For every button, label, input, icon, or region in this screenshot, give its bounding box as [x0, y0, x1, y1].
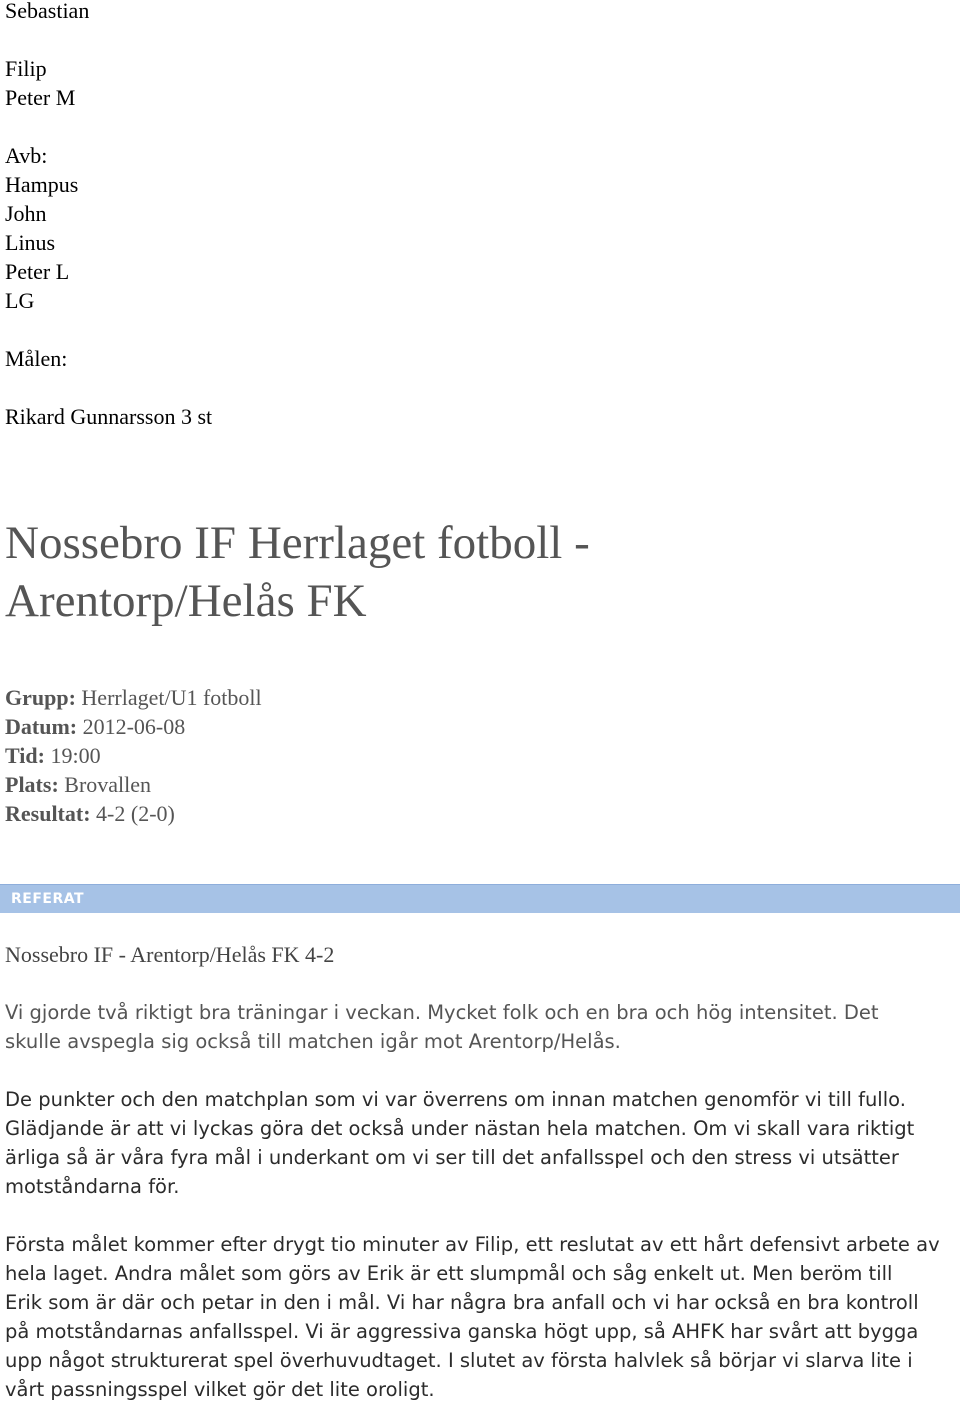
- result-row: [5, 799, 262, 828]
- place-row: [5, 770, 262, 799]
- substitute-name: John: [5, 201, 47, 226]
- report-line: på motståndarnas anfallsspel. Vi är aggressiva ganska högt upp, så AHFK har svårt att bygga: [5, 1320, 919, 1343]
- report-paragraph-1: [5, 998, 960, 1056]
- time-row: [5, 741, 262, 770]
- group-value: Herrlaget/U1 fotboll: [81, 685, 262, 710]
- player-name: Sebastian: [5, 0, 90, 23]
- match-details: [5, 683, 262, 828]
- result-value: 4-2 (2-0): [96, 801, 175, 826]
- report-line: De punkter och den matchplan som vi var överrens om innan matchen genomför vi till fullo.: [5, 1088, 906, 1111]
- player-name: Peter M: [5, 85, 76, 110]
- result-label: Resultat:: [5, 801, 91, 826]
- report-line: upp något strukturerat spel överhuvudtaget. I slutet av första halvlek så börjar vi slarva lite i: [5, 1349, 913, 1372]
- lineup-section: [5, 0, 955, 431]
- substitute-name: Linus: [5, 230, 56, 255]
- substitute-name: Peter L: [5, 259, 70, 284]
- place-value: Brovallen: [64, 772, 152, 797]
- player-name: Filip: [5, 56, 47, 81]
- match-title: [5, 514, 590, 630]
- substitute-name: LG: [5, 288, 35, 313]
- match-title-line-1: Nossebro IF Herrlaget fotboll -: [5, 517, 590, 569]
- referat-section-header: [0, 884, 960, 913]
- group-row: [5, 683, 262, 712]
- report-line: ärliga så är våra fyra mål i underkant om vi ser till det anfallsspel och den stress vi utsätter: [5, 1146, 899, 1169]
- goal-scorer: Rikard Gunnarsson 3 st: [5, 404, 213, 429]
- time-label: Tid:: [5, 743, 45, 768]
- report-line: hela laget. Andra målet som görs av Erik är ett slumpmål och såg enkelt ut. Men beröm till: [5, 1262, 893, 1285]
- date-label: Datum:: [5, 714, 78, 739]
- substitute-name: Hampus: [5, 172, 79, 197]
- report-line: vårt passningsspel vilket gör det lite oroligt.: [5, 1378, 435, 1401]
- time-value: 19:00: [50, 743, 101, 768]
- match-title-line-2: Arentorp/Helås FK: [5, 575, 367, 627]
- report-line: Vi gjorde två riktigt bra träningar i veckan. Mycket folk och en bra och hög intensitet. Det: [5, 1001, 879, 1024]
- date-value: 2012-06-08: [82, 714, 186, 739]
- substitutes-label: Avb:: [5, 143, 48, 168]
- report-headline: Nossebro IF - Arentorp/Helås FK 4-2: [5, 942, 335, 967]
- report-line: skulle avspegla sig också till matchen igår mot Arentorp/Helås.: [5, 1030, 621, 1053]
- report-line: motståndarna för.: [5, 1175, 180, 1198]
- report-line: Första målet kommer efter drygt tio minuter av Filip, ett reslutat av ett hårt defensivt arbete av: [5, 1233, 940, 1256]
- place-label: Plats:: [5, 772, 59, 797]
- referat-label: REFERAT: [11, 891, 85, 907]
- report-line: Glädjande är att vi lyckas göra det också under nästan hela matchen. Om vi skall vara riktigt: [5, 1117, 915, 1140]
- date-row: [5, 712, 262, 741]
- report-line: Erik som är där och petar in den i mål. Vi har några bra anfall och vi har också en bra kontroll: [5, 1291, 919, 1314]
- goals-label: Målen:: [5, 346, 68, 371]
- report-paragraph-3: [5, 1230, 960, 1404]
- report-paragraph-2: [5, 1085, 960, 1201]
- group-label: Grupp:: [5, 685, 76, 710]
- match-report: [5, 940, 960, 1404]
